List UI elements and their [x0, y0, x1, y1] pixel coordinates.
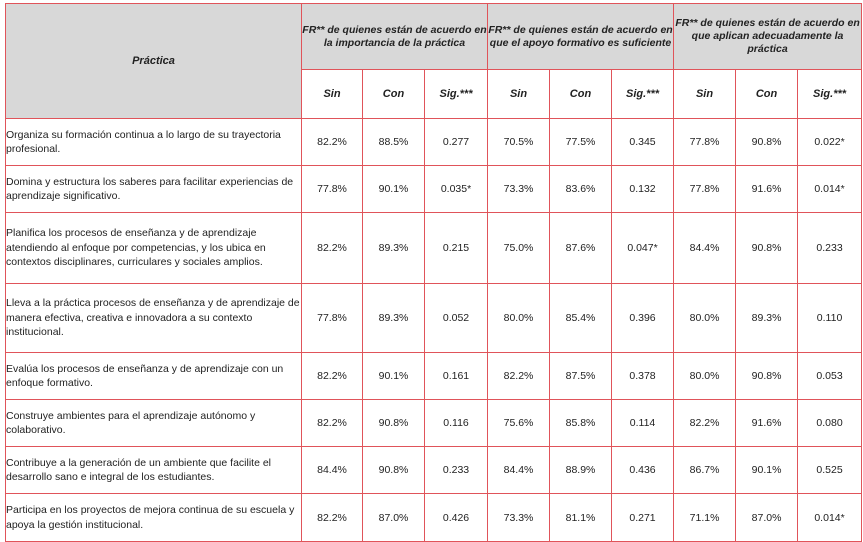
value-cell: 84.4%: [488, 447, 550, 494]
value-cell: 0.022*: [798, 119, 862, 166]
value-cell: 90.8%: [736, 213, 798, 284]
value-cell: 88.5%: [363, 119, 425, 166]
value-cell: 0.114: [612, 400, 674, 447]
value-cell: 80.0%: [674, 284, 736, 353]
value-cell: 77.8%: [674, 119, 736, 166]
value-cell: 77.8%: [302, 166, 363, 213]
subheader-sin: Sin: [302, 70, 363, 119]
value-cell: 91.6%: [736, 166, 798, 213]
value-cell: 90.8%: [736, 119, 798, 166]
value-cell: 84.4%: [674, 213, 736, 284]
value-cell: 87.5%: [550, 353, 612, 400]
value-cell: 80.0%: [488, 284, 550, 353]
value-cell: 0.080: [798, 400, 862, 447]
subheader-sin: Sin: [674, 70, 736, 119]
value-cell: 82.2%: [302, 494, 363, 542]
value-cell: 70.5%: [488, 119, 550, 166]
practices-table: [5, 3, 862, 542]
value-cell: 0.345: [612, 119, 674, 166]
subheader-con: Con: [736, 70, 798, 119]
value-cell: 87.0%: [736, 494, 798, 542]
value-cell: 0.047*: [612, 213, 674, 284]
value-cell: 90.1%: [363, 353, 425, 400]
practica-cell: Construye ambientes para el aprendizaje autónomo y colaborativo.: [6, 400, 302, 447]
value-cell: 0.132: [612, 166, 674, 213]
value-cell: 0.426: [425, 494, 488, 542]
value-cell: 0.525: [798, 447, 862, 494]
table-row: [6, 119, 862, 166]
value-cell: 91.6%: [736, 400, 798, 447]
value-cell: 86.7%: [674, 447, 736, 494]
value-cell: 90.8%: [736, 353, 798, 400]
value-cell: 82.2%: [488, 353, 550, 400]
practica-cell: Planifica los procesos de enseñanza y de aprendizaje atendiendo al enfoque por competencias, y los ubica en contextos disciplinares, curriculares y sociales amplios.: [6, 213, 302, 284]
value-cell: 84.4%: [302, 447, 363, 494]
subheader-sig: Sig.***: [798, 70, 862, 119]
table-row: [6, 213, 862, 284]
table-row: [6, 400, 862, 447]
value-cell: 82.2%: [302, 119, 363, 166]
value-cell: 90.8%: [363, 400, 425, 447]
subheader-con: Con: [363, 70, 425, 119]
table-row: [6, 166, 862, 213]
value-cell: 89.3%: [736, 284, 798, 353]
value-cell: 0.271: [612, 494, 674, 542]
value-cell: 73.3%: [488, 166, 550, 213]
value-cell: 0.116: [425, 400, 488, 447]
value-cell: 0.053: [798, 353, 862, 400]
value-cell: 0.110: [798, 284, 862, 353]
value-cell: 89.3%: [363, 284, 425, 353]
value-cell: 0.378: [612, 353, 674, 400]
practica-cell: Evalúa los procesos de enseñanza y de aprendizaje con un enfoque formativo.: [6, 353, 302, 400]
table-row: [6, 494, 862, 542]
value-cell: 77.8%: [302, 284, 363, 353]
table-row: [6, 353, 862, 400]
value-cell: 88.9%: [550, 447, 612, 494]
value-cell: 85.4%: [550, 284, 612, 353]
table-row: [6, 284, 862, 353]
value-cell: 0.436: [612, 447, 674, 494]
value-cell: 90.8%: [363, 447, 425, 494]
practica-cell: Domina y estructura los saberes para facilitar experiencias de aprendizaje significativo.: [6, 166, 302, 213]
value-cell: 83.6%: [550, 166, 612, 213]
value-cell: 82.2%: [302, 213, 363, 284]
table-row: [6, 447, 862, 494]
value-cell: 0.014*: [798, 494, 862, 542]
value-cell: 80.0%: [674, 353, 736, 400]
practica-cell: Participa en los proyectos de mejora continua de su escuela y apoya la gestión institucional.: [6, 494, 302, 542]
value-cell: 77.5%: [550, 119, 612, 166]
value-cell: 0.161: [425, 353, 488, 400]
value-cell: 71.1%: [674, 494, 736, 542]
value-cell: 82.2%: [674, 400, 736, 447]
value-cell: 73.3%: [488, 494, 550, 542]
subheader-sig: Sig.***: [612, 70, 674, 119]
value-cell: 77.8%: [674, 166, 736, 213]
value-cell: 0.233: [425, 447, 488, 494]
value-cell: 81.1%: [550, 494, 612, 542]
subheader-sig: Sig.***: [425, 70, 488, 119]
value-cell: 90.1%: [363, 166, 425, 213]
value-cell: 85.8%: [550, 400, 612, 447]
value-cell: 87.6%: [550, 213, 612, 284]
value-cell: 75.0%: [488, 213, 550, 284]
value-cell: 90.1%: [736, 447, 798, 494]
value-cell: 0.052: [425, 284, 488, 353]
subheader-con: Con: [550, 70, 612, 119]
group-header-importancia: FR** de quienes están de acuerdo en la importancia de la práctica: [302, 4, 488, 70]
value-cell: 82.2%: [302, 400, 363, 447]
practica-cell: Organiza su formación continua a lo largo de su trayectoria profesional.: [6, 119, 302, 166]
practica-cell: Contribuye a la generación de un ambiente que facilite el desarrollo sano e integral de los estudiantes.: [6, 447, 302, 494]
practica-cell: Lleva a la práctica procesos de enseñanza y de aprendizaje de manera efectiva, creativa e innovadora a su contexto institucional.: [6, 284, 302, 353]
subheader-sin: Sin: [488, 70, 550, 119]
value-cell: 75.6%: [488, 400, 550, 447]
value-cell: 89.3%: [363, 213, 425, 284]
group-header-aplican: FR** de quienes están de acuerdo en que aplican adecuadamente la práctica: [674, 4, 862, 70]
group-header-apoyo: FR** de quienes están de acuerdo en que el apoyo formativo es suficiente: [488, 4, 674, 70]
value-cell: 87.0%: [363, 494, 425, 542]
value-cell: 0.233: [798, 213, 862, 284]
value-cell: 0.396: [612, 284, 674, 353]
value-cell: 82.2%: [302, 353, 363, 400]
value-cell: 0.277: [425, 119, 488, 166]
value-cell: 0.035*: [425, 166, 488, 213]
value-cell: 0.215: [425, 213, 488, 284]
value-cell: 0.014*: [798, 166, 862, 213]
practica-header: Práctica: [6, 4, 302, 119]
